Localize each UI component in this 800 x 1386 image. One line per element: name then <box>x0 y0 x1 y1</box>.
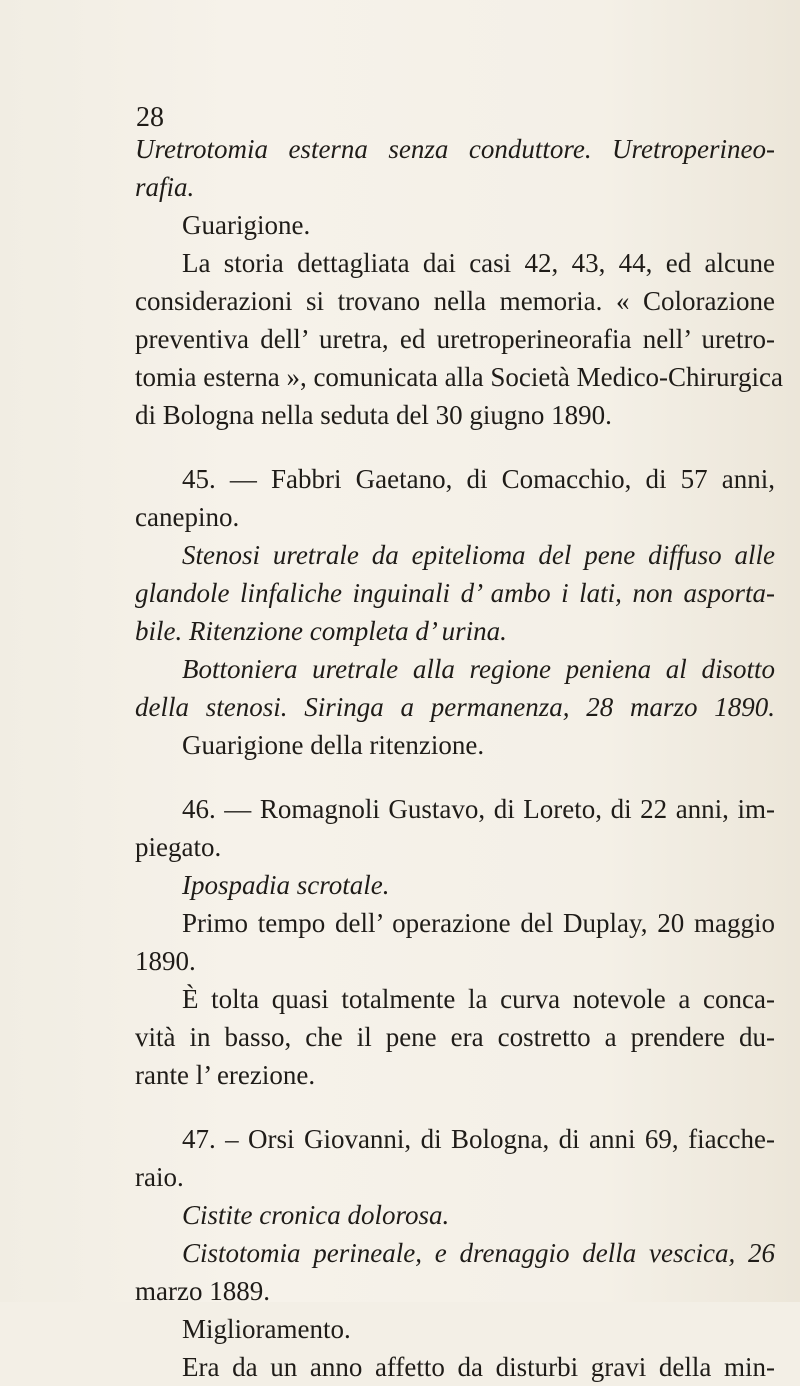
text-line: Bottoniera uretrale alla regione peniena al disotto <box>182 654 775 684</box>
text-line: Guarigione della ritenzione. <box>182 730 485 760</box>
text-line: considerazioni si trovano nella memoria. « Colorazione <box>135 286 775 316</box>
text-line: di Bologna nella seduta del 30 giugno 1890. <box>135 400 612 430</box>
text-line: 45. — Fabbri Gaetano, di Comacchio, di 57 anni, <box>182 464 775 494</box>
text-line: preventiva dell’ uretra, ed uretroperineorafia nell’ uretro- <box>135 324 775 354</box>
text-line: 47. – Orsi Giovanni, di Bologna, di anni 69, fiacche- <box>182 1124 775 1154</box>
text-line: della stenosi. Siringa a permanenza, 28 marzo 1890. <box>135 692 775 722</box>
paragraph-gap <box>135 1094 775 1120</box>
text-line: Guarigione. <box>182 210 311 240</box>
text-line: Uretrotomia esterna senza conduttore. Uretroperineo- <box>135 134 775 164</box>
page-body <box>135 130 784 1386</box>
text-line: 1890. <box>135 946 196 976</box>
text-line: glandole linfaliche inguinali d’ ambo i lati, non asporta- <box>135 578 775 608</box>
text-line: Stenosi uretrale da epitelioma del pene diffuso alle <box>182 540 775 570</box>
paragraph-gap <box>135 434 775 460</box>
text-line: La storia dettagliata dai casi 42, 43, 44, ed alcune <box>182 248 775 278</box>
text-line: Cistite cronica dolorosa. <box>182 1200 450 1230</box>
text-line: È tolta quasi totalmente la curva notevole a conca- <box>182 984 775 1014</box>
text-line: marzo 1889. <box>135 1276 270 1306</box>
text-line: Primo tempo dell’ operazione del Duplay, 20 maggio <box>182 908 775 938</box>
paragraph-gap <box>135 764 775 790</box>
text-line: 46. — Romagnoli Gustavo, di Loreto, di 22 anni, im- <box>182 794 775 824</box>
text-line: Miglioramento. <box>182 1314 351 1344</box>
page-number: 28 <box>136 102 164 133</box>
text-line: Cistotomia perineale, e drenaggio della vescica, 26 <box>182 1238 775 1268</box>
text-line: raio. <box>135 1162 184 1192</box>
text-line: vità in basso, che il pene era costretto a prendere du- <box>135 1022 775 1052</box>
text-line: Era da un anno affetto da disturbi gravi della min- <box>182 1352 775 1382</box>
text-line: rafia. <box>135 172 195 202</box>
text-line: bile. Ritenzione completa d’ urina. <box>135 616 507 646</box>
text-line: piegato. <box>135 832 222 862</box>
text-line: rante l’ erezione. <box>135 1060 316 1090</box>
text-line: canepino. <box>135 502 240 532</box>
text-line: tomia esterna », comunicata alla Società Medico-Chirurgica <box>135 362 784 392</box>
text-line: Ipospadia scrotale. <box>182 870 390 900</box>
